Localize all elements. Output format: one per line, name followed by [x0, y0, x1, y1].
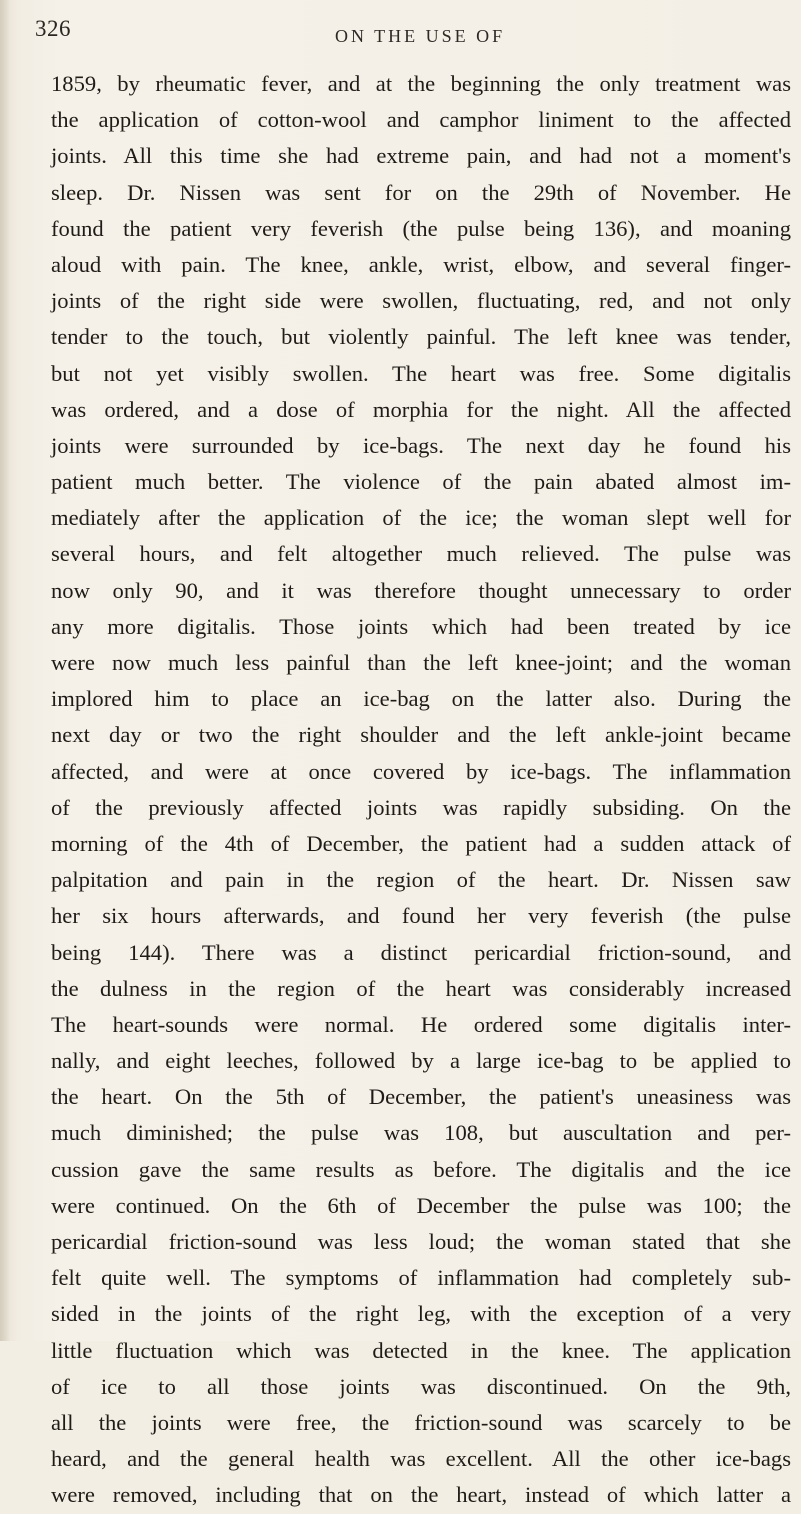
spine-shadow — [0, 0, 10, 1341]
text-line: joints were surrounded by ice-bags. The next day he found his — [51, 432, 791, 458]
text-line: little fluctuation which was detected in the knee. The application — [51, 1337, 791, 1363]
text-line: cussion gave the same results as before. The digitalis and the ice — [51, 1156, 791, 1182]
running-head: ON THE USE OF — [335, 26, 506, 46]
text-line: her six hours afterwards, and found her very feverish (the pulse — [51, 903, 791, 929]
text-line: were continued. On the 6th of December the pulse was 100; the — [51, 1192, 791, 1218]
text-line: sided in the joints of the right leg, with the exception of a very — [51, 1301, 791, 1327]
text-line: the dulness in the region of the heart was considerably increased — [51, 975, 791, 1001]
text-line: but not yet visibly swollen. The heart was free. Some digitalis — [51, 360, 791, 386]
text-line: patient much better. The violence of the pain abated almost im- — [51, 469, 791, 495]
text-line: heard, and the general health was excellent. All the other ice-bags — [51, 1446, 791, 1472]
text-line: joints. All this time she had extreme pain, and had not a moment's — [51, 143, 791, 169]
text-line: any more digitalis. Those joints which had been treated by ice — [51, 613, 791, 639]
text-line: all the joints were free, the friction-sound was scarcely to be — [51, 1409, 791, 1435]
text-line: found the patient very feverish (the pulse being 136), and moaning — [51, 215, 791, 241]
text-line: were now much less painful than the left knee-joint; and the woman — [51, 650, 791, 675]
text-line: now only 90, and it was therefore thought unnecessary to order — [51, 577, 791, 603]
text-line: sleep. Dr. Nissen was sent for on the 29th of November. He — [51, 179, 791, 205]
text-line: pericardial friction-sound was less loud; the woman stated that she — [51, 1229, 791, 1254]
text-line: affected, and were at once covered by ice-bags. The inflammation — [51, 758, 791, 784]
text-line: of ice to all those joints was discontinued. On the 9th, — [51, 1373, 791, 1399]
text-line: was ordered, and a dose of morphia for the night. All the affected — [51, 396, 791, 422]
body-text — [51, 66, 791, 1514]
text-line: the application of cotton-wool and camphor liniment to the affected — [51, 107, 791, 133]
text-line: of the previously affected joints was rapidly subsiding. On the — [51, 794, 791, 820]
text-line: palpitation and pain in the region of the heart. Dr. Nissen saw — [51, 867, 791, 893]
text-line: mediately after the application of the ice; the woman slept well for — [51, 505, 791, 531]
text-line: next day or two the right shoulder and the left ankle-joint became — [51, 722, 791, 748]
text-line: 1859, by rheumatic fever, and at the beginning the only treatment was — [51, 71, 791, 96]
text-line: several hours, and felt altogether much relieved. The pulse was — [51, 541, 791, 567]
text-line: joints of the right side were swollen, fluctuating, red, and not only — [51, 288, 791, 314]
text-line: being 144). There was a distinct pericardial friction-sound, and — [51, 939, 791, 965]
text-line: felt quite well. The symptoms of inflammation had completely sub- — [51, 1265, 791, 1291]
page-number: 326 — [35, 16, 71, 41]
text-line: tender to the touch, but violently painful. The left knee was tender, — [51, 324, 791, 350]
text-line: The heart-sounds were normal. He ordered some digitalis inter- — [51, 1011, 791, 1037]
text-line: nally, and eight leeches, followed by a large ice-bag to be applied to — [51, 1048, 791, 1074]
text-line: much diminished; the pulse was 108, but auscultation and per- — [51, 1120, 791, 1146]
text-line: implored him to place an ice-bag on the latter also. During the — [51, 686, 791, 712]
text-line: aloud with pain. The knee, ankle, wrist, elbow, and several finger- — [51, 251, 791, 277]
text-line: the heart. On the 5th of December, the patient's uneasiness was — [51, 1084, 791, 1110]
text-line: were removed, including that on the heart, instead of which latter a — [51, 1482, 791, 1508]
text-line: morning of the 4th of December, the patient had a sudden attack of — [51, 830, 791, 856]
